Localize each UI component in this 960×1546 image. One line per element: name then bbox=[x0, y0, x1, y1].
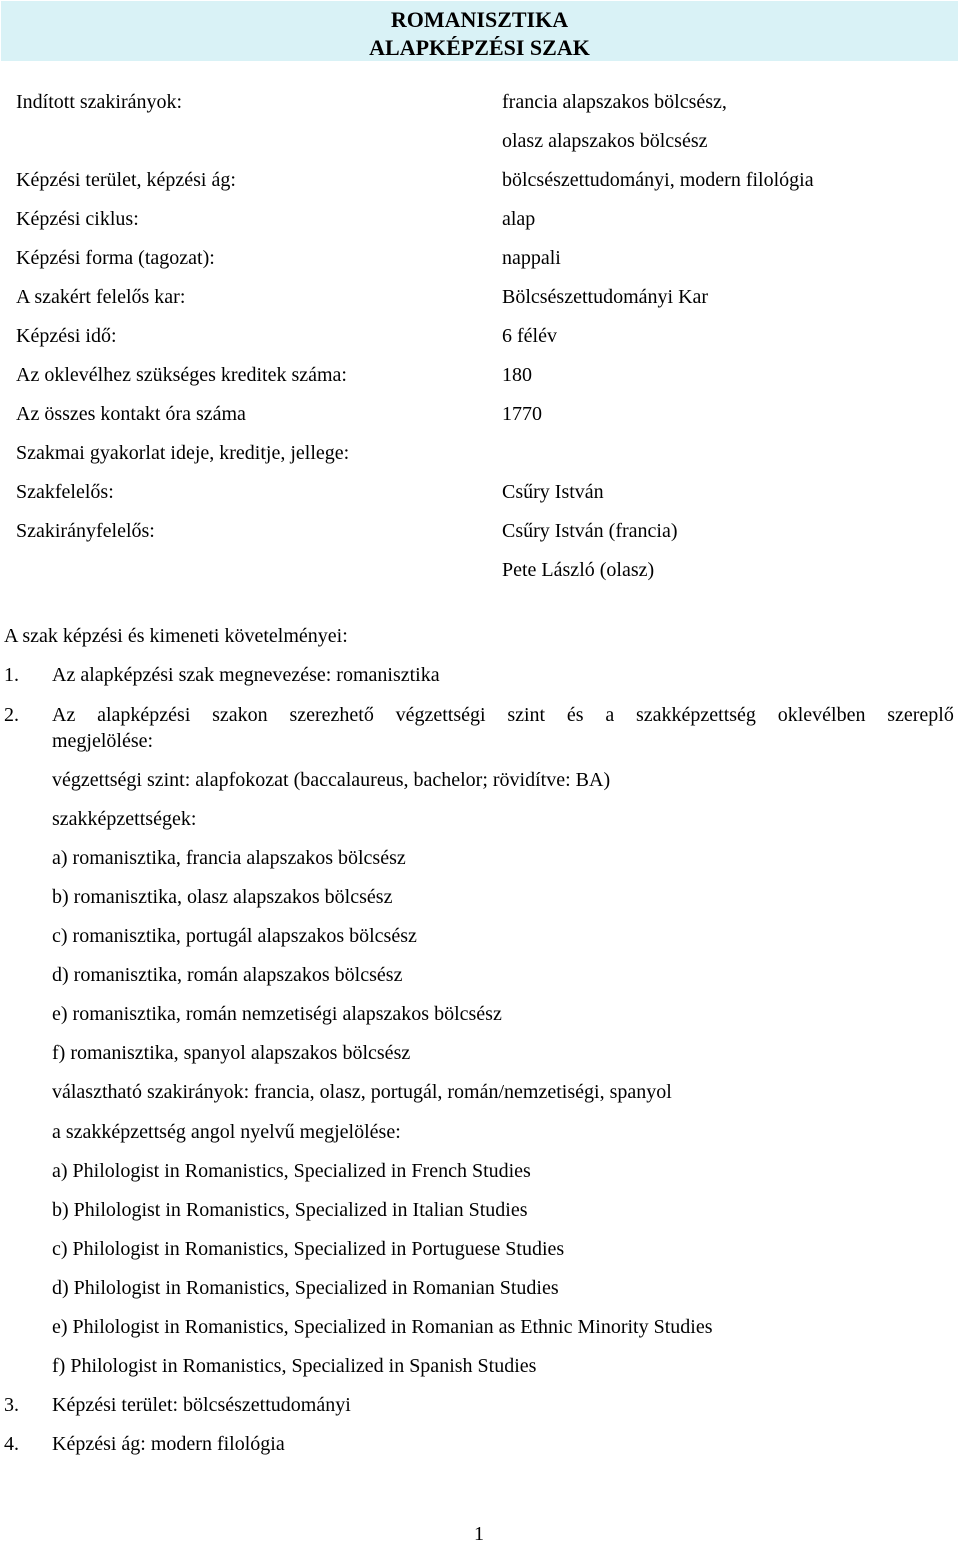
title-line-1: ROMANISZTIKA bbox=[390, 7, 569, 32]
angol-megjeloles-item: d) Philologist in Romanistics, Specialized in Romanian Studies bbox=[52, 1277, 559, 1299]
item-2-word: alapképzési bbox=[97, 704, 191, 726]
ido-value: 6 félév bbox=[502, 325, 557, 347]
szakfelelos-value: Csűry István bbox=[502, 481, 604, 503]
szakiranyok-value-2: olasz alapszakos bölcsész bbox=[502, 130, 708, 152]
vegzettsegi-szint: végzettségi szint: alapfokozat (baccalaureus, bachelor; rövidítve: BA) bbox=[52, 769, 611, 791]
item-2-word: oklevélben bbox=[777, 704, 866, 726]
szakiranyok-label: Indított szakirányok: bbox=[16, 91, 183, 113]
forma-label: Képzési forma (tagozat): bbox=[16, 247, 215, 269]
page-number: 1 bbox=[474, 1523, 484, 1545]
szakkepzettseg-item: f) romanisztika, spanyol alapszakos bölcsész bbox=[52, 1042, 411, 1064]
angol-megjeloles-item: b) Philologist in Romanistics, Specialized in Italian Studies bbox=[52, 1199, 528, 1221]
item-2-word: szereplő bbox=[887, 704, 954, 726]
gyakorlat-label: Szakmai gyakorlat ideje, kreditje, jellege: bbox=[16, 442, 350, 464]
angol-megjeloles-item: c) Philologist in Romanistics, Specialized in Portuguese Studies bbox=[52, 1238, 565, 1260]
szakkepzettseg-item: b) romanisztika, olasz alapszakos bölcsész bbox=[52, 886, 393, 908]
kar-label: A szakért felelős kar: bbox=[16, 286, 186, 308]
angol-megjeloles-item: e) Philologist in Romanistics, Specialized in Romanian as Ethnic Minority Studies bbox=[52, 1316, 713, 1338]
terulet-label: Képzési terület, képzési ág: bbox=[16, 169, 236, 191]
szakfelelos-label: Szakfelelős: bbox=[16, 481, 114, 503]
item-2-line-2: megjelölése: bbox=[52, 730, 154, 752]
title-line-2: ALAPKÉPZÉSI SZAK bbox=[369, 35, 590, 60]
szakiranyok-value-1: francia alapszakos bölcsész, bbox=[502, 91, 727, 113]
ciklus-value: alap bbox=[502, 208, 536, 230]
kontakt-value: 1770 bbox=[502, 403, 542, 425]
item-3-number: 3. bbox=[4, 1394, 19, 1416]
item-2-word: Az bbox=[52, 704, 76, 726]
ciklus-label: Képzési ciklus: bbox=[16, 208, 139, 230]
ido-label: Képzési idő: bbox=[16, 325, 117, 347]
item-2-paragraph bbox=[52, 703, 954, 753]
item-2-word: szerezhető bbox=[289, 704, 374, 726]
terulet-value: bölcsészettudományi, modern filológia bbox=[502, 169, 814, 191]
szakkepzettseg-item: d) romanisztika, román alapszakos bölcsész bbox=[52, 964, 403, 986]
forma-value: nappali bbox=[502, 247, 561, 269]
szakiranyfelelos-value-2: Pete László (olasz) bbox=[502, 559, 655, 581]
kar-value: Bölcsészettudományi Kar bbox=[502, 286, 709, 308]
item-2-word: szakon bbox=[212, 704, 268, 726]
kredit-label: Az oklevélhez szükséges kreditek száma: bbox=[16, 364, 347, 386]
angol-megjeloles-label: a szakképzettség angol nyelvű megjelölése: bbox=[52, 1121, 401, 1143]
szakkepzettseg-item: a) romanisztika, francia alapszakos bölcsész bbox=[52, 847, 406, 869]
szakkepzettseg-item: c) romanisztika, portugál alapszakos bölcsész bbox=[52, 925, 417, 947]
item-2-line-1 bbox=[52, 703, 954, 727]
item-2-number: 2. bbox=[4, 704, 19, 726]
szakkepzettseg-item: e) romanisztika, román nemzetiségi alapszakos bölcsész bbox=[52, 1003, 502, 1025]
szakiranyfelelos-label: Szakirányfelelős: bbox=[16, 520, 155, 542]
valaszthato-szakiranyok: választható szakirányok: francia, olasz, portugál, román/nemzetiségi, spanyol bbox=[52, 1081, 672, 1103]
item-4-number: 4. bbox=[4, 1433, 19, 1455]
item-2-word: végzettségi bbox=[395, 704, 486, 726]
requirements-intro: A szak képzési és kimeneti követelményei: bbox=[4, 625, 348, 647]
item-3-text: Képzési terület: bölcsészettudományi bbox=[52, 1394, 351, 1416]
item-2-word: és bbox=[566, 704, 584, 726]
item-1-text: Az alapképzési szak megnevezése: romanisztika bbox=[52, 664, 440, 686]
item-4-text: Képzési ág: modern filológia bbox=[52, 1433, 285, 1455]
angol-megjeloles-item: a) Philologist in Romanistics, Specialized in French Studies bbox=[52, 1160, 531, 1182]
item-2-word: a bbox=[605, 704, 615, 726]
kredit-value: 180 bbox=[502, 364, 532, 386]
angol-megjeloles-item: f) Philologist in Romanistics, Specialized in Spanish Studies bbox=[52, 1355, 537, 1377]
item-1-number: 1. bbox=[4, 664, 19, 686]
kontakt-label: Az összes kontakt óra száma bbox=[16, 403, 246, 425]
szakkepzettsegek-label: szakképzettségek: bbox=[52, 808, 197, 830]
item-2-word: szint bbox=[507, 704, 546, 726]
item-2-word: szakképzettség bbox=[635, 704, 756, 726]
szakiranyfelelos-value-1: Csűry István (francia) bbox=[502, 520, 678, 542]
title-banner bbox=[1, 1, 958, 61]
